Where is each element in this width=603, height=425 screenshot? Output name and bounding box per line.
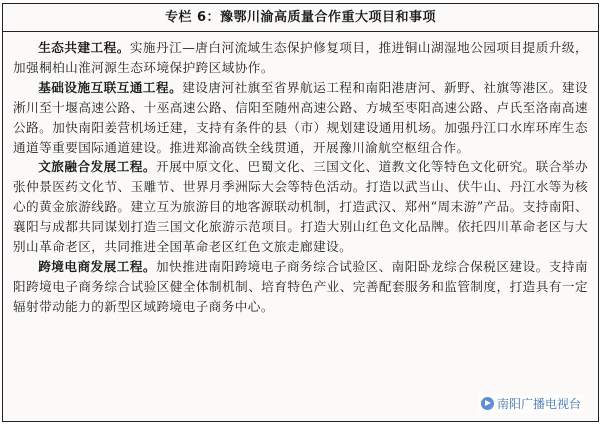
paragraph-lead: 基础设施互联互通工程。 [38, 79, 183, 95]
column-title: 专栏 6：豫鄂川渝高质量合作重大项目和事项 [3, 4, 598, 32]
paragraph-text: 实施丹江—唐白河流域生态保护修复项目，推进铜山湖湿地公园项目提质升级，加强桐柏山淮河源生态环境保护跨区域协作。 [13, 40, 589, 75]
paragraph-ecology [13, 38, 588, 78]
paragraph-culture-tourism [13, 157, 588, 257]
watermark [478, 394, 584, 413]
column-body [3, 32, 598, 317]
paragraph-lead: 生态共建工程。 [38, 40, 130, 55]
feature-column-box [2, 3, 599, 422]
paragraph-text: 开展中原文化、巴蜀文化、三国文化、道教文化等特色文化研究。联合举办张仲景医药文化节、玉雕节、世界月季洲际大会等特色活动。打造以武当山、伏牛山、丹江水等为核心的黄金旅游线路。建立互为旅游目的地客源联动机制，打造武汉、郑州“周末游”产品。支持南阳、襄阳与成都共同谋划打造三国文化旅游示范项目。打造大别山红色文化品牌。依托四川革命老区与大别山革命老区，共同推进全国革命老区红色文旅走廊建设。 [13, 159, 588, 255]
watermark-text: 南阳广播电视台 [496, 397, 581, 411]
play-logo-icon [481, 397, 494, 410]
paragraph-text: 加快推进南阳跨境电子商务综合试验区、南阳卧龙综合保税区建设。支持南阳跨境电子商务综合试验区健全体制机制、培育特色产业、完善配套服务和监管制度，打造具有一定辐射带动能力的新型区域跨境电子商务中心。 [13, 258, 588, 314]
paragraph-lead: 跨境电商发展工程。 [38, 258, 157, 274]
paragraph-lead: 文旅融合发展工程。 [38, 159, 157, 175]
paragraph-cross-border-ecommerce [13, 257, 588, 317]
paragraph-text: 建设唐河社旗至省界航运工程和南阳港唐河、新野、社旗等港区。建设淅川至十堰高速公路、十巫高速公路、信阳至随州高速公路、方城至枣阳高速公路、卢氏至洛南高速公路。加快南阳姜营机场迁建，支持有条件的县（市）规划建设通用机场。加强丹江口水库环库生态通道等重要国际通道建设。推进郑渝高铁全线贯通，开展豫川渝航空枢纽合作。 [13, 79, 588, 155]
paragraph-infrastructure [13, 78, 588, 158]
